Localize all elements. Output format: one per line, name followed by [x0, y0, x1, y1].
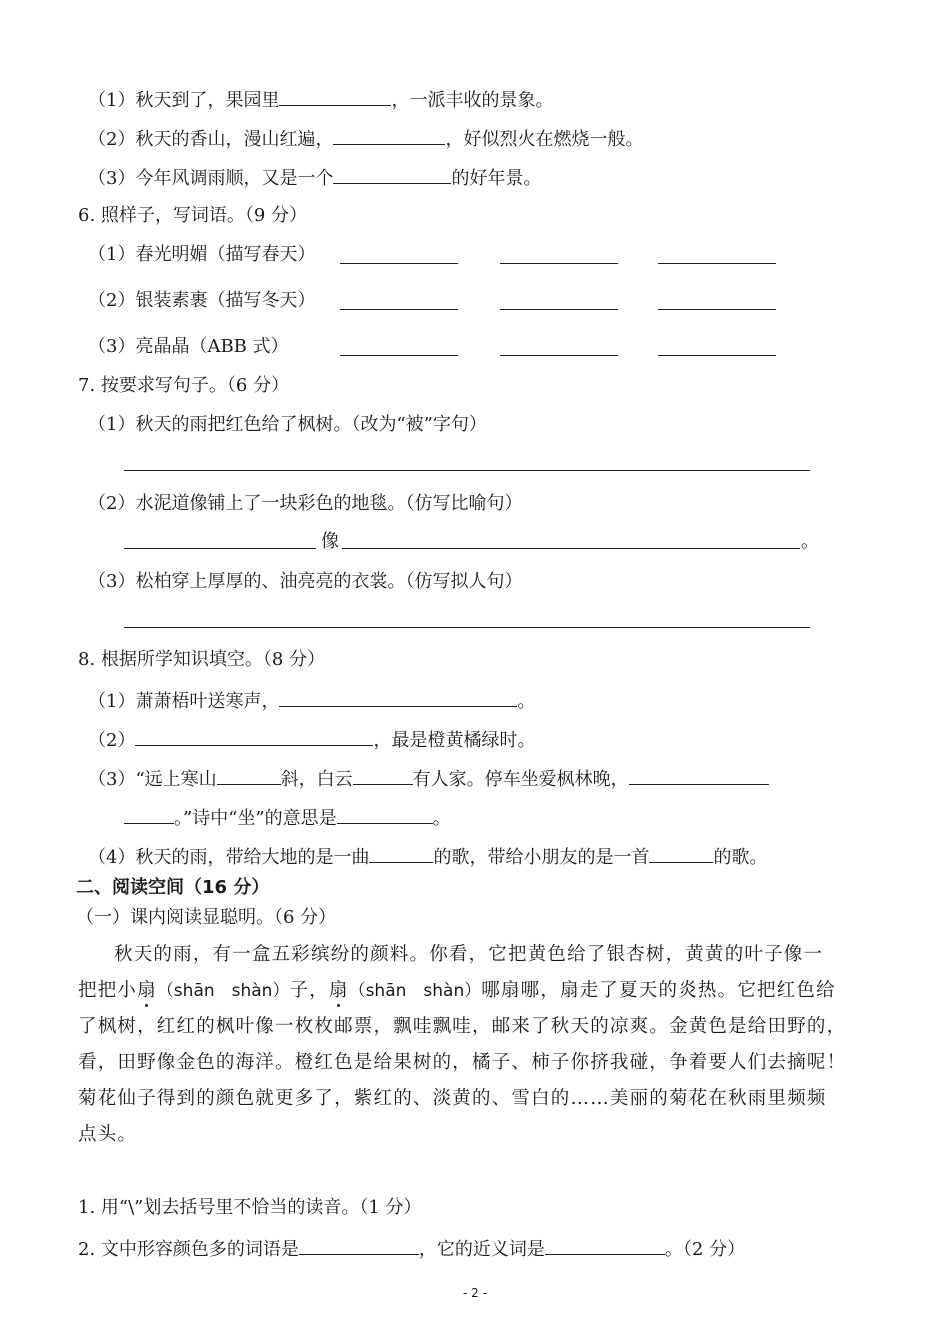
passage-line-2 [78, 973, 868, 1009]
page-number: - 2 - [463, 1286, 487, 1300]
dotted-char-1: 扇 [137, 980, 157, 1001]
q5-s2-prefix: （2）秋天的香山，漫山红遍， [88, 129, 334, 150]
q6-item-1: （1）春光明媚（描写春天） [88, 244, 316, 265]
q8-s3-part-b: 斜，白云 [280, 769, 353, 790]
passage-line-6: 点头。 [78, 1124, 138, 1145]
q8-s3-blank-a[interactable] [217, 766, 281, 785]
q6-3-blank-a[interactable] [340, 355, 458, 356]
passage-line-1: 秋天的雨，有一盒五彩缤纷的颜料。你看，它把黄色给了银杏树，黄黄的叶子像一 [114, 944, 824, 965]
q8-s2-prefix: （2） [88, 730, 136, 751]
q5-sentence-1 [88, 87, 553, 113]
q6-2-blank-c[interactable] [658, 309, 776, 310]
pinyin-choice-2[interactable]: （shān shàn） [348, 981, 482, 1001]
q8-s4-blank-a[interactable] [369, 844, 433, 863]
pinyin-choice-1[interactable]: （shān shàn） [156, 981, 290, 1001]
reading-q2-blank-a[interactable] [299, 1236, 419, 1255]
q8-s3-part-e: 。 [432, 808, 451, 829]
reading-q2-part-a: 2. 文中形容颜色多的词语是 [78, 1239, 299, 1260]
q5-sentence-3 [88, 165, 541, 191]
section-2-subheading: （一）课内阅读显聪明。（6 分） [76, 907, 337, 928]
q8-s3-blank-b[interactable] [353, 766, 413, 785]
q8-s2-suffix: ，最是橙黄橘绿时。 [373, 730, 536, 751]
q8-s4-part-b: 的歌，带给小朋友的是一首 [433, 847, 650, 868]
q8-sentence-2 [88, 727, 535, 753]
q6-2-blank-b[interactable] [500, 309, 618, 310]
q7-2-blank-a[interactable] [124, 548, 316, 549]
q8-s4-blank-b[interactable] [649, 844, 713, 863]
q6-3-blank-b[interactable] [500, 355, 618, 356]
q6-2-blank-a[interactable] [340, 309, 458, 310]
q6-title: 6. 照样子，写词语。（9 分） [78, 205, 308, 226]
q6-1-blank-c[interactable] [658, 263, 776, 264]
q8-s3-part-d: 。”诗中“坐”的意思是 [174, 808, 337, 829]
q6-item-2: （2）银装素裹（描写冬天） [88, 290, 316, 311]
q6-3-blank-c[interactable] [658, 355, 776, 356]
reading-passage [78, 937, 868, 1153]
dotted-char-2: 扇 [328, 980, 349, 1001]
passage-line-5: 菊花仙子得到的颜色就更多了，紫红的、淡黄的、雪白的……美丽的菊花在秋雨里频频 [78, 1088, 827, 1109]
q7-1-answer-line[interactable] [124, 470, 810, 471]
q7-s2-text: （2）水泥道像铺上了一块彩色的地毯。（仿写比喻句） [88, 493, 523, 514]
q8-s4-part-a: （4）秋天的雨，带给大地的是一曲 [88, 847, 370, 868]
q8-s1-suffix: 。 [517, 691, 536, 712]
passage-l2-a: 把把小 [78, 980, 138, 1001]
q5-s2-blank[interactable] [333, 126, 445, 145]
q7-3-answer-line[interactable] [124, 627, 810, 628]
q6-1-blank-a[interactable] [340, 263, 458, 264]
q5-s3-blank[interactable] [333, 165, 451, 184]
q8-sentence-3 [88, 766, 769, 792]
reading-q2-part-c: 。（2 分） [664, 1239, 746, 1260]
q8-s3-part-a: （3）“远上寒山 [88, 769, 217, 790]
q6-1-blank-b[interactable] [500, 263, 618, 264]
q8-sentence-1 [88, 688, 535, 714]
q7-sentence-2 [88, 492, 522, 516]
q6-item-3: （3）亮晶晶（ABB 式） [88, 336, 289, 357]
reading-q2 [78, 1236, 745, 1262]
q8-title: 8. 根据所学知识填空。（8 分） [78, 649, 326, 670]
q8-s3-part-c: 有人家。停车坐爱枫林晚， [412, 769, 629, 790]
q8-s1-blank[interactable] [279, 688, 517, 707]
reading-q2-blank-b[interactable] [545, 1236, 665, 1255]
q8-sentence-4 [88, 844, 767, 870]
q7-title: 7. 按要求写句子。（6 分） [78, 375, 290, 396]
reading-q2-part-b: ，它的近义词是 [418, 1239, 545, 1260]
q5-s2-suffix: ，好似烈火在燃烧一般。 [445, 129, 644, 150]
reading-q1: 1. 用“\”划去括号里不恰当的读音。（1 分） [78, 1197, 422, 1218]
q5-sentence-2 [88, 126, 643, 152]
passage-l2-b: 子， [289, 980, 329, 1001]
q8-s3-blank-c[interactable] [629, 766, 769, 785]
q8-sentence-3-cont [124, 805, 451, 831]
q5-s3-suffix: 的好年景。 [451, 168, 542, 189]
q8-s4-part-c: 的歌。 [713, 847, 768, 868]
section-2-heading: 二、阅读空间（16 分） [76, 877, 270, 898]
q5-s1-blank[interactable] [279, 87, 391, 106]
q8-s3-blank-e[interactable] [337, 805, 433, 824]
q8-s1-prefix: （1）萧萧梧叶送寒声， [88, 691, 280, 712]
q5-s1-suffix: ，一派丰收的景象。 [391, 90, 554, 111]
passage-line-4: 看，田野像金色的海洋。橙红色是给果树的，橘子、柿子你挤我碰，争着要人们去摘呢！ [78, 1052, 847, 1073]
q8-s2-blank[interactable] [135, 727, 373, 746]
q7-sentence-1: （1）秋天的雨把红色给了枫树。（改为“被”字句） [88, 414, 487, 435]
passage-l2-c: 哪扇哪，扇走了夏天的炎热。它把红色给 [481, 980, 836, 1001]
q8-s3-blank-d[interactable] [124, 805, 174, 824]
passage-line-3: 了枫树，红红的枫叶像一枚枚邮票，飘哇飘哇，邮来了秋天的凉爽。金黄色是给田野的， [78, 1016, 847, 1037]
q5-s3-prefix: （3）今年风调雨顺，又是一个 [88, 168, 334, 189]
q7-2-like: 像 [321, 531, 339, 552]
q5-s1-prefix: （1）秋天到了，果园里 [88, 90, 280, 111]
q7-2-blank-b[interactable] [342, 548, 800, 549]
q7-2-period: 。 [801, 531, 819, 552]
q7-sentence-3: （3）松柏穿上厚厚的、油亮亮的衣裳。（仿写拟人句） [88, 571, 523, 592]
